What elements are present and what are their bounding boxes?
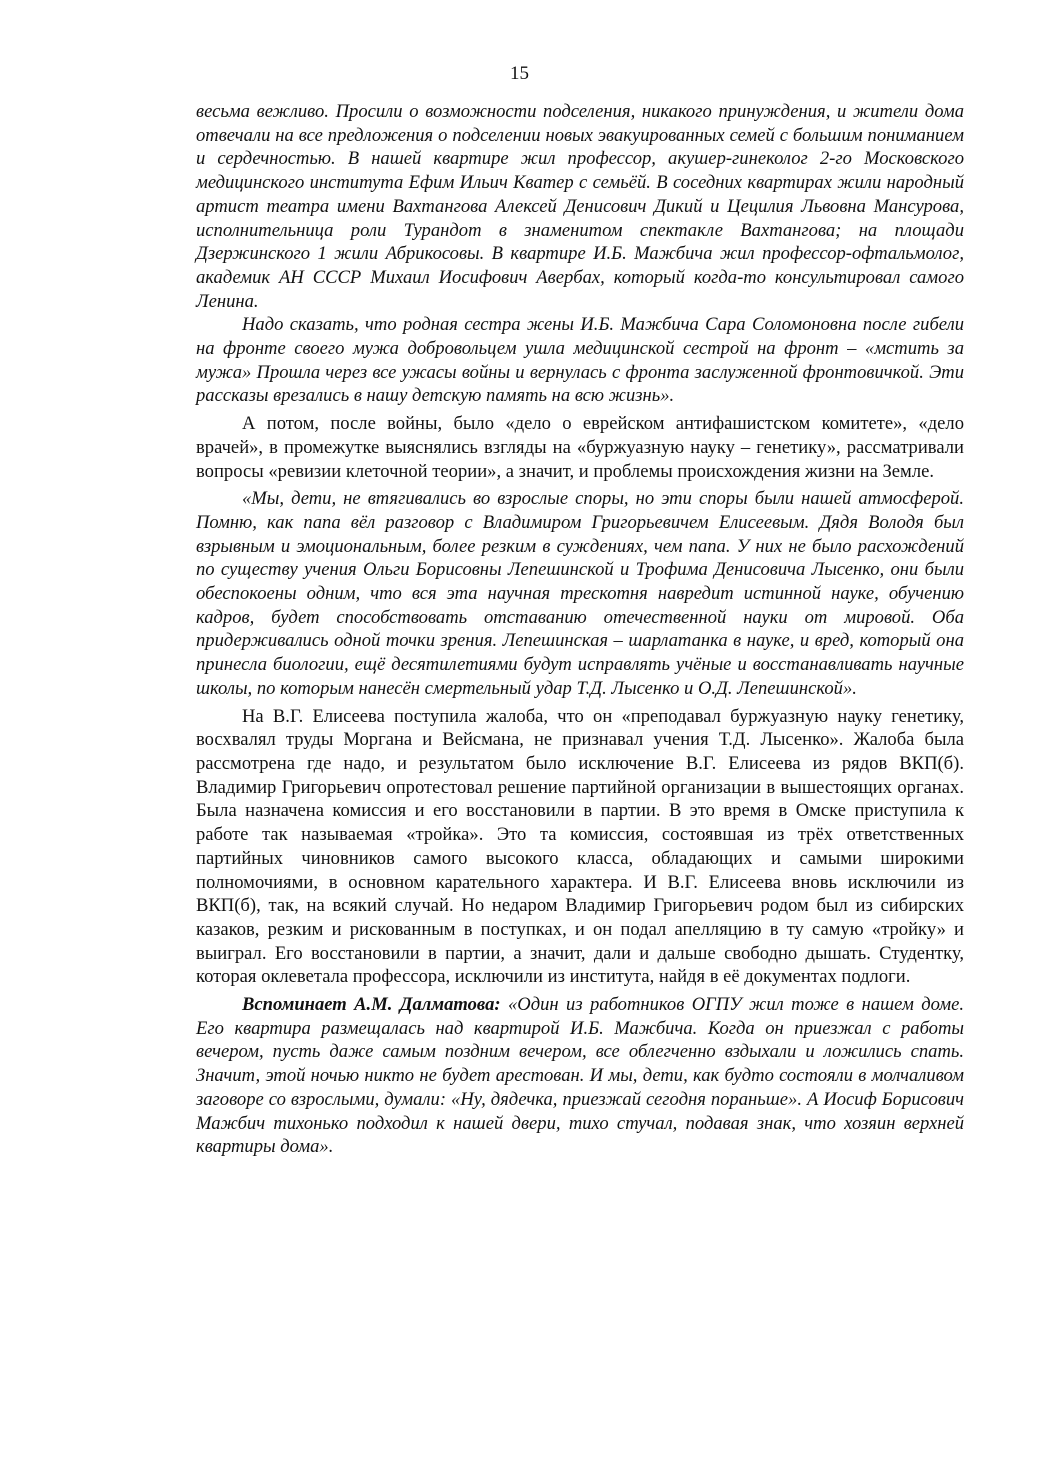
page-number: 15 [510, 63, 529, 84]
paragraph-memoir-continuation: весьма вежливо. Просили о возможности подселения, никакого принуждения, и жители дома отвечали на все предложения о подселении новых эвакуированных семей с большим пониманием и сердечностью. В нашей квартире жил профессор, акушер-гинеколог 2-го Московского медицинского института Ефим Ильич Кватер с семьёй. В соседних квартирах жили народный артист театра имени Вахтангова Алексей Денисович Дикий и Цецилия Львовна Мансурова, исполнительница роли Турандот в знаменитом спектакле Вахтангова; на площади Дзержинского 1 жили Абрикосовы. В квартире И.Б. Мажбича жил профессор-офтальмолог, академик АН СССР Михаил Иосифович Авербах, который когда-то консультировал самого Ленина. [196, 101, 964, 312]
paragraph-eliseev-complaint: На В.Г. Елисеева поступила жалоба, что он «преподавал буржуазную науку генетику, восхвалял труды Моргана и Вейсмана, не признавал учения Т.Д. Лысенко». Жалоба была рассмотрена где надо, и результатом было исключение В.Г. Елисеева из рядов ВКП(б). Владимир Григорьевич опротестовал решение партийной организации в вышестоящих органах. Была назначена комиссия и его восстановили в партии. В это время в Омске приступила к работе так называемая «тройка». Это та комиссия, состоявшая из трёх ответственных партийных чиновников самого высокого класса, обладающих и самыми широкими полномочиями, в основном карательного характера. И В.Г. Елисеева вновь исключили из ВКП(б), так, на всякий случай. Но недаром Владимир Григорьевич родом был из сибирских казаков, резким и рискованным в поступках, и он подал апелляцию в ту самую «тройку» и выиграл. Его восстановили в партии, а значит, дали и дальше свободно дышать. Студентку, которая оклеветала профессора, исключили из института, найдя в её документах подлоги. [196, 705, 964, 988]
paragraph-dalmatova-memoir [196, 993, 964, 1159]
paragraph-postwar: А потом, после войны, было «дело о еврейском антифашистском комитете», «дело врачей», в промежутке выяснялись взгляды на «буржуазную науку – генетику», рассматривали вопросы «ревизии клеточной теории», а значит, и проблемы происхождения жизни на Земле. [196, 413, 964, 482]
paragraph-dalmatova-text: «Один из работников ОГПУ жил тоже в нашем доме. Его квартира размещалась над квартирой И.Б. Мажбича. Когда он приезжал с работы вечером, пусть даже самым поздним вечером, все облегченно вздыхали и ложились спать. Значит, этой ночью никто не будет арестован. И мы, дети, как будто состояли в молчаливом заговоре со взрослыми, думали: «Ну, дядечка, приезжай сегодня пораньше». А Иосиф Борисович Мажбич тихонько подходил к нашей двери, тихо стучал, подавая знак, что хозяин верхней квартиры дома». [196, 994, 964, 1158]
page-body [196, 100, 964, 1159]
paragraph-memoir-debates: «Мы, дети, не втягивались во взрослые споры, но эти споры были нашей атмосферой. Помню, как папа вёл разговор с Владимиром Григорьевичем Елисеевым. Дядя Володя был взрывным и эмоциональным, более резким в суждениях, чем папа. У них не было расхождений по существу учения Ольги Борисовны Лепешинской и Трофима Денисовича Лысенко, они были обеспокоены одним, что вся эта научная трескотня навредит истинной науке, обучению кадров, будет способствовать отставанию отечественной науки от мировой. Оба придерживались одной точки зрения. Лепешинская – шарлатанка в науке, и вред, который она принесла биологии, ещё десятилетиями будут исправлять учёные и восстанавливать научные школы, по которым нанесён смертельный удар Т.Д. Лысенко и О.Д. Лепешинской». [196, 488, 964, 699]
paragraph-memoir-sister: Надо сказать, что родная сестра жены И.Б. Мажбича Сара Соломоновна после гибели на фронте своего мужа добровольцем ушла медицинской сестрой на фронт – «мстить за мужа» Прошла через все ужасы войны и вернулась с фронта заслуженной фронтовичкой. Эти рассказы врезались в нашу детскую память на всю жизнь». [196, 314, 964, 407]
paragraph-lead-in: Вспоминает А.М. Далматова: [242, 994, 501, 1016]
